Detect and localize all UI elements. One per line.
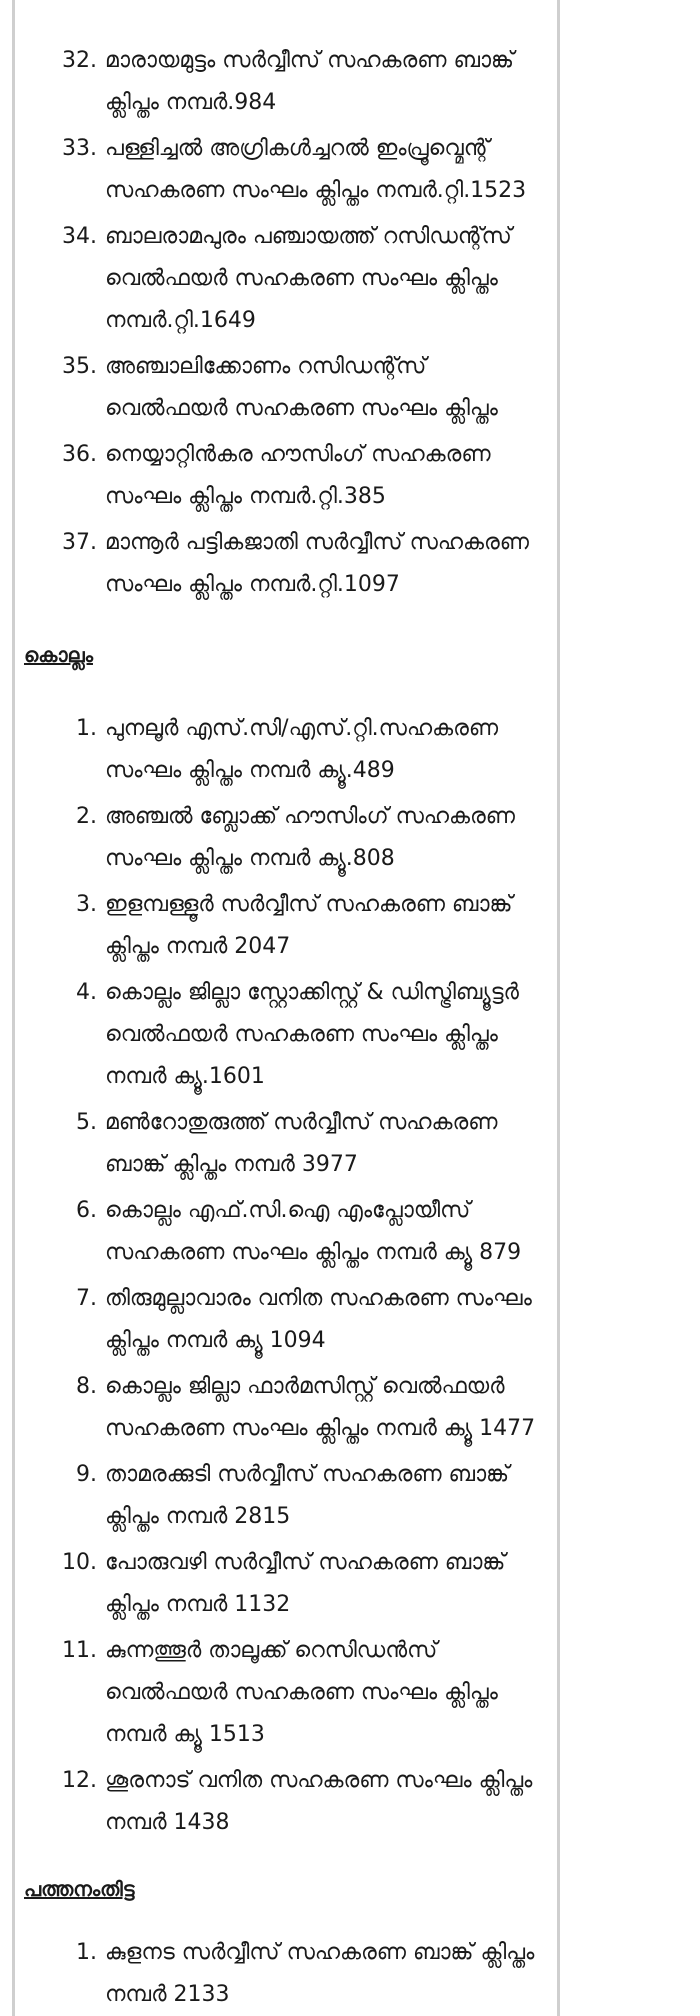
list-item-number: 5. bbox=[76, 1110, 97, 1135]
list-item bbox=[15, 216, 557, 342]
kollam-list bbox=[15, 708, 557, 1844]
list-item-number: 37. bbox=[62, 530, 97, 555]
document-page bbox=[12, 0, 560, 2016]
list-item-text: കുളനട സർവ്വീസ് സഹകരണ ബാങ്ക് ക്ലിപ്തം നമ്പർ 2133 bbox=[105, 1940, 535, 2007]
list-item-text: പുനലൂർ എസ്.സി/എസ്.റ്റി.സഹകരണ സംഘം ക്ലിപ്തം നമ്പർ ക്യൂ.489 bbox=[105, 716, 498, 783]
list-item-text: അഞ്ചൽ ബ്ലോക്ക് ഹൗസിംഗ് സഹകരണ സംഘം ക്ലിപ്തം നമ്പർ ക്യൂ.808 bbox=[105, 804, 515, 871]
section-heading-pathanamthitta: പത്തനംതിട്ട bbox=[24, 1877, 135, 1901]
list-item-text: ഇളമ്പള്ളൂർ സർവ്വീസ് സഹകരണ ബാങ്ക് ക്ലിപ്തം നമ്പർ 2047 bbox=[105, 892, 513, 959]
list-item-number: 7. bbox=[76, 1286, 97, 1311]
list-item-text: മൺറോതുരുത്ത് സർവ്വീസ് സഹകരണ ബാങ്ക് ക്ലിപ്തം നമ്പർ 3977 bbox=[105, 1110, 498, 1177]
list-item-number: 34. bbox=[62, 224, 97, 249]
list-item bbox=[15, 1932, 557, 2016]
list-item bbox=[15, 1102, 557, 1186]
list-item-number: 32. bbox=[62, 48, 97, 73]
list-item bbox=[15, 972, 557, 1098]
list-item-text: താമരക്കുടി സർവ്വീസ് സഹകരണ ബാങ്ക് ക്ലിപ്തം നമ്പർ 2815 bbox=[105, 1462, 510, 1529]
list-item-number: 3. bbox=[76, 892, 97, 917]
section-heading-kollam: കൊല്ലം bbox=[24, 643, 93, 667]
list-item-text: അഞ്ചാലിക്കോണം റസിഡന്റ്സ് വെൽഫയർ സഹകരണ സംഘം ക്ലിപ്തം bbox=[105, 354, 498, 421]
list-item bbox=[15, 1760, 557, 1844]
list-item-number: 1. bbox=[76, 716, 97, 741]
list-item-number: 33. bbox=[62, 136, 97, 161]
list-item-text: മാന്നൂർ പട്ടികജാതി സർവ്വീസ് സഹകരണ സംഘം ക്ലിപ്തം നമ്പർ.റ്റി.1097 bbox=[105, 530, 529, 597]
list-item bbox=[15, 40, 557, 124]
list-item-number: 4. bbox=[76, 980, 97, 1005]
list-item bbox=[15, 1278, 557, 1362]
list-item-text: കൊല്ലം ജില്ലാ സ്റ്റോക്കിസ്റ്റ് & ഡിസ്ട്രിബ്യൂട്ടർ വെൽഫയർ സഹകരണ സംഘം ക്ലിപ്തം നമ്പർ ക്യൂ.1601 bbox=[105, 980, 519, 1089]
list-item-text: കൊല്ലം എഫ്.സി.ഐ എംപ്ലോയീസ് സഹകരണ സംഘം ക്ലിപ്തം നമ്പർ ക്യൂ 879 bbox=[105, 1198, 522, 1265]
list-item-number: 2. bbox=[76, 804, 97, 829]
list-item bbox=[15, 1542, 557, 1626]
list-item-number: 8. bbox=[76, 1374, 97, 1399]
list-item-text: കുന്നത്തൂർ താലൂക്ക് റെസിഡൻസ് വെൽഫയർ സഹകരണ സംഘം ക്ലിപ്തം നമ്പർ ക്യൂ 1513 bbox=[105, 1638, 498, 1747]
list-item bbox=[15, 796, 557, 880]
pathanamthitta-list bbox=[15, 1932, 557, 2016]
list-item-number: 6. bbox=[76, 1198, 97, 1223]
list-item bbox=[15, 708, 557, 792]
list-item-text: ബാലരാമപുരം പഞ്ചായത്ത് റസിഡന്റ്സ് വെൽഫയർ സഹകരണ സംഘം ക്ലിപ്തം നമ്പർ.റ്റി.1649 bbox=[105, 224, 512, 333]
list-item-number: 12. bbox=[62, 1768, 97, 1793]
list-item-number: 11. bbox=[62, 1638, 97, 1663]
list-item bbox=[15, 884, 557, 968]
list-item-text: പള്ളിച്ചൽ അഗ്രികൾച്ചറൽ ഇംപ്രൂവ്മെന്റ് സഹകരണ സംഘം ക്ലിപ്തം നമ്പർ.റ്റി.1523 bbox=[105, 136, 527, 203]
list-item-text: മാരായമുട്ടം സർവ്വീസ് സഹകരണ ബാങ്ക് ക്ലിപ്തം നമ്പർ.984 bbox=[105, 48, 515, 115]
list-item-text: പോരുവഴി സർവ്വീസ് സഹകരണ ബാങ്ക് ക്ലിപ്തം നമ്പർ 1132 bbox=[105, 1550, 506, 1617]
list-item bbox=[15, 1190, 557, 1274]
list-item-number: 35. bbox=[62, 354, 97, 379]
list-item-number: 1. bbox=[76, 1940, 97, 1965]
list-item-text: കൊല്ലം ജില്ലാ ഫാർമസിസ്റ്റ് വെൽഫയർ സഹകരണ സംഘം ക്ലിപ്തം നമ്പർ ക്യൂ 1477 bbox=[105, 1374, 536, 1441]
list-item bbox=[15, 1454, 557, 1538]
list-item bbox=[15, 434, 557, 518]
list-item-number: 36. bbox=[62, 442, 97, 467]
list-item bbox=[15, 128, 557, 212]
list-item bbox=[15, 346, 557, 430]
list-item bbox=[15, 1366, 557, 1450]
list-item-number: 9. bbox=[76, 1462, 97, 1487]
cooperative-list-continued bbox=[15, 40, 557, 606]
list-item-text: നെയ്യാറ്റിൻകര ഹൗസിംഗ് സഹകരണ സംഘം ക്ലിപ്തം നമ്പർ.റ്റി.385 bbox=[105, 442, 491, 509]
list-item-text: ശൂരനാട് വനിത സഹകരണ സംഘം ക്ലിപ്തം നമ്പർ 1438 bbox=[105, 1768, 533, 1835]
list-item bbox=[15, 1630, 557, 1756]
list-item bbox=[15, 522, 557, 606]
list-item-number: 10. bbox=[62, 1550, 97, 1575]
list-item-text: തിരുമുല്ലാവാരം വനിത സഹകരണ സംഘം ക്ലിപ്തം നമ്പർ ക്യൂ 1094 bbox=[105, 1286, 532, 1353]
